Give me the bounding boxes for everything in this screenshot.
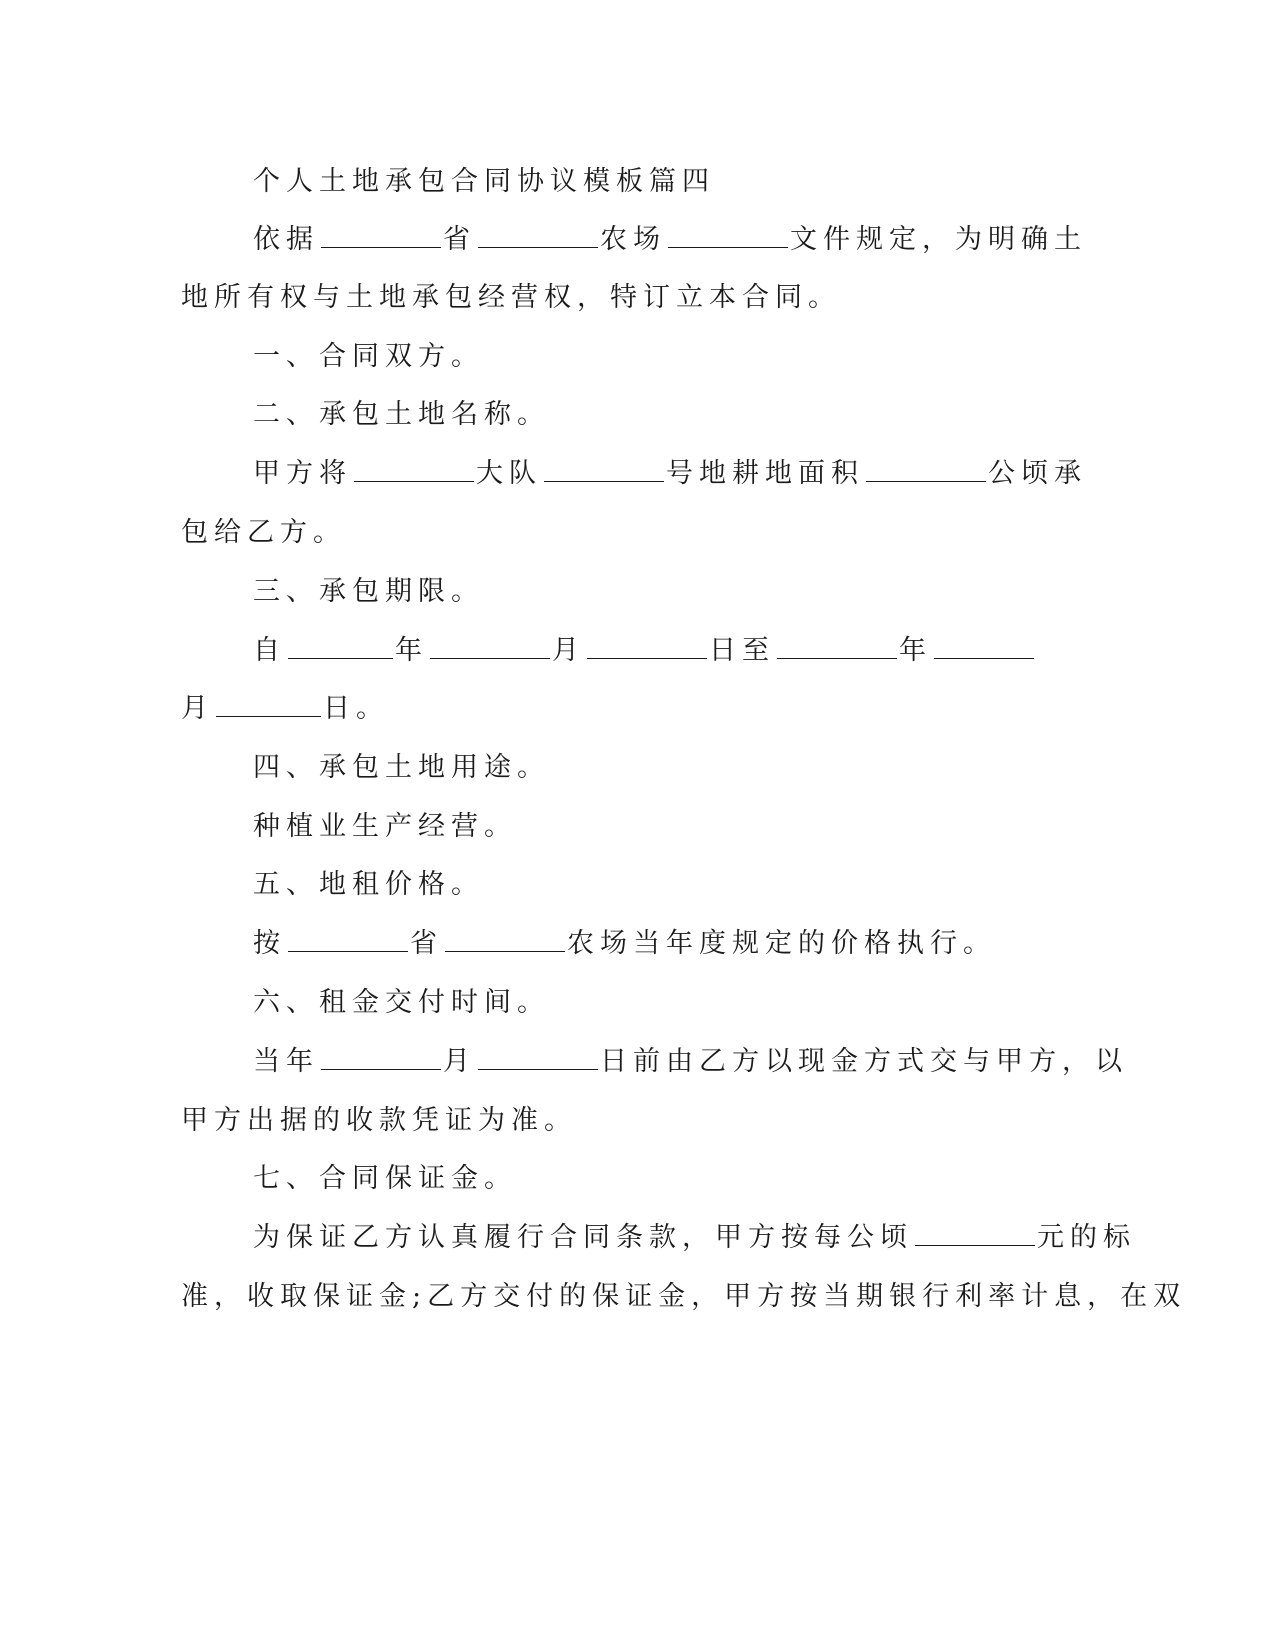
fill-blank — [321, 1045, 441, 1070]
section-heading-1: 一、合同双方。 — [253, 341, 484, 372]
text-segment: 为保证乙方认真履行合同条款，甲方按每公顷 — [253, 1222, 913, 1253]
fill-blank — [478, 223, 598, 248]
text-segment: 年 — [395, 635, 428, 666]
fill-blank — [478, 1045, 598, 1070]
paragraph-land-cont: 包给乙方。 — [181, 517, 346, 548]
fill-blank — [934, 634, 1034, 659]
paragraph-term — [253, 634, 1036, 668]
fill-blank — [587, 634, 707, 659]
paragraph-land — [253, 457, 1087, 491]
paragraph-payment-cont: 甲方出据的收款凭证为准。 — [181, 1105, 577, 1136]
text-segment: 年 — [899, 635, 932, 666]
paragraph-basis-cont: 地所有权与土地承包经营权，特订立本合同。 — [181, 282, 841, 313]
text-segment: 月 — [181, 693, 214, 724]
fill-blank — [321, 223, 441, 248]
text-segment: 元的标 — [1037, 1222, 1136, 1253]
text-segment: 日至 — [709, 635, 775, 666]
text-segment: 农场 — [600, 224, 666, 255]
text-segment: 农场当年度规定的价格执行。 — [567, 928, 996, 959]
section-heading-3: 三、承包期限。 — [253, 576, 484, 607]
text-segment: 月 — [443, 1046, 476, 1077]
paragraph-deposit-cont: 准，收取保证金;乙方交付的保证金，甲方按当期银行利率计息，在双 — [181, 1281, 1187, 1312]
text-segment: 日前由乙方以现金方式交与甲方，以 — [600, 1046, 1128, 1077]
fill-blank — [430, 634, 550, 659]
fill-blank — [288, 634, 393, 659]
fill-blank — [915, 1221, 1035, 1246]
paragraph-deposit — [253, 1221, 1136, 1255]
paragraph-price — [253, 927, 996, 961]
section-heading-7: 七、合同保证金。 — [253, 1163, 517, 1194]
section-heading-6: 六、租金交付时间。 — [253, 987, 550, 1018]
fill-blank — [216, 692, 321, 717]
text-segment: 按 — [253, 928, 286, 959]
text-segment: 依据 — [253, 224, 319, 255]
fill-blank — [288, 927, 408, 952]
text-segment: 甲方将 — [253, 458, 352, 489]
text-segment: 公顷承 — [988, 458, 1087, 489]
text-segment: 大队 — [476, 458, 542, 489]
text-segment: 号地耕地面积 — [666, 458, 864, 489]
fill-blank — [544, 457, 664, 482]
section-heading-4: 四、承包土地用途。 — [253, 752, 550, 783]
text-segment: 文件规定，为明确土 — [790, 224, 1087, 255]
section-heading-2: 二、承包土地名称。 — [253, 399, 550, 430]
text-segment: 月 — [552, 635, 585, 666]
text-segment: 当年 — [253, 1046, 319, 1077]
text-segment: 省 — [443, 224, 476, 255]
text-segment: 省 — [410, 928, 443, 959]
fill-blank — [777, 634, 897, 659]
text-segment: 自 — [253, 635, 286, 666]
fill-blank — [668, 223, 788, 248]
fill-blank — [866, 457, 986, 482]
section-heading-5: 五、地租价格。 — [253, 869, 484, 900]
document-title: 个人土地承包合同协议模板篇四 — [253, 166, 715, 197]
text-segment: 日。 — [323, 693, 389, 724]
paragraph-payment — [253, 1045, 1128, 1079]
fill-blank — [354, 457, 474, 482]
fill-blank — [445, 927, 565, 952]
paragraph-usage: 种植业生产经营。 — [253, 811, 517, 842]
paragraph-term-cont — [181, 692, 389, 726]
paragraph-basis — [253, 223, 1087, 257]
